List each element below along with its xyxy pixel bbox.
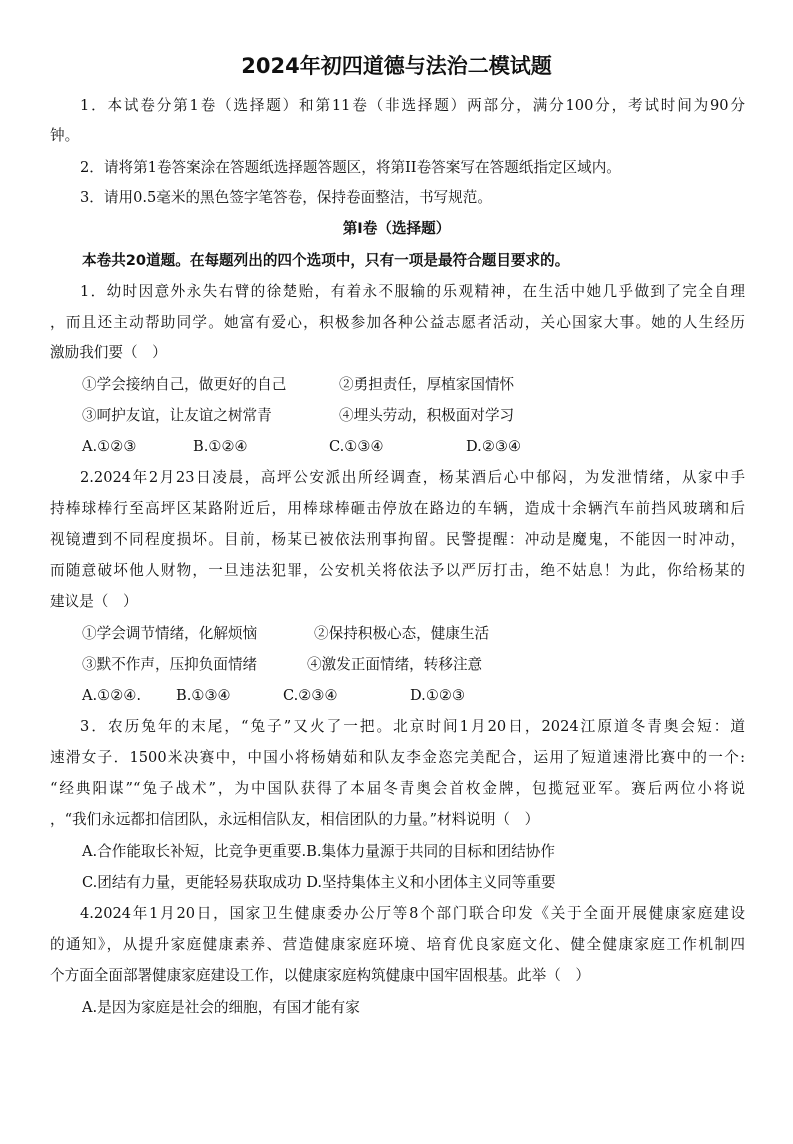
q3-stem-line-1: 3．农历兔年的末尾，“兔子”又火了一把。北京时间1月20日，2024江原道冬青奥会短：道 (80, 718, 745, 735)
q2-choice-d: D.①②③ (410, 687, 466, 704)
section-intro: 本卷共20道题。在每题列出的四个选项中，只有一项是最符合题目要求的。 (82, 252, 570, 269)
q2-item-1: ①学会调节情绪，化解烦恼 (82, 625, 258, 642)
q1-choice-b: B.①②④ (193, 438, 248, 455)
q1-choice-a: A.①②③ (82, 438, 137, 455)
q2-stem-line-4: 而随意破坏他人财物，一旦违法犯罪，公安机关将依法予以严厉打击，绝不姑息！为此，你给杨某的 (50, 562, 745, 579)
q2-item-2: ②保持积极心态，健康生活 (314, 625, 490, 642)
q3-stem-line-4: ，“我们永远都扣信团队，永远相信队友，相信团队的力量。”材料说明（ ） (50, 811, 540, 828)
q1-item-1: ①学会接纳自己，做更好的自己 (82, 376, 287, 393)
q2-stem-line-1: 2.2024年2月23日凌晨，高坪公安派出所经调查，杨某酒后心中郁闷，为发泄情绪，从家中手 (80, 469, 745, 486)
q1-stem-line-2: ，而且还主动帮助同学。她富有爱心，积极参加各种公益志愿者活动，关心国家大事。她的人生经历 (50, 314, 745, 331)
q2-choice-b: B.①③④ (176, 687, 231, 704)
q3-choice-ab: A.合作能取长补短，比竞争更重要.B.集体力量源于共同的目标和团结协作 (82, 843, 555, 860)
q2-stem-line-5: 建议是（ ） (50, 593, 138, 610)
q1-item-2: ②勇担责任，厚植家国情怀 (339, 376, 515, 393)
page-title: 2024年初四道德与法治二模试题 (241, 54, 552, 78)
q1-choice-d: D.②③④ (466, 438, 522, 455)
q2-stem-line-2: 持棒球棒行至高坪区某路附近后，用棒球棒砸击停放在路边的车辆，造成十余辆汽车前挡风玻璃和后 (50, 500, 745, 517)
q4-stem-line-1: 4.2024年1月20日，国家卫生健康委办公厅等8个部门联合印发《关于全面开展健康家庭建设 (80, 905, 745, 922)
instruction-2: 2．请将第1卷答案涂在答题纸选择题答题区，将第II卷答案写在答题纸指定区域内。 (80, 159, 621, 176)
instruction-1: 1．本试卷分第1卷（选择题）和第11卷（非选择题）两部分，满分100分，考试时间为90分 (80, 97, 745, 114)
instruction-1-cont: 钟。 (50, 127, 80, 144)
q2-choice-c: C.②③④ (283, 687, 338, 704)
q1-choice-c: C.①③④ (329, 438, 384, 455)
q2-item-3: ③默不作声，压抑负面情绪 (82, 656, 258, 673)
q3-stem-line-3: “经典阳谋”“兔子战术”，为中国队获得了本届冬青奥会首枚金牌，包揽冠亚军。赛后两位小将说 (50, 780, 745, 797)
q2-stem-line-3: 视镜遭到不同程度损坏。目前，杨某已被依法刑事拘留。民警提醒：冲动是魔鬼，不能因一时冲动， (50, 531, 745, 548)
q3-stem-line-2: 速滑女子．1500米决赛中，中国小将杨婧茹和队友李金恣完美配合，运用了短道速滑比赛中的一个: (50, 749, 745, 766)
q4-choice-a: A.是因为家庭是社会的细胞，有国才能有家 (82, 999, 360, 1016)
q2-choice-a: A.①②④. (82, 687, 142, 704)
q4-stem-line-3: 个方面全面部署健康家庭建设工作，以健康家庭构筑健康中国牢固根基。此举（ ） (50, 967, 590, 984)
section-title: 第I卷（选择题） (342, 220, 451, 237)
q1-stem-line-1: 1．幼时因意外永失右臂的徐楚贻，有着永不服输的乐观精神，在生活中她几乎做到了完全自理 (80, 283, 745, 300)
q1-item-4: ④埋头劳动，积极面对学习 (339, 407, 515, 424)
q1-item-3: ③呵护友谊，让友谊之树常青 (82, 407, 272, 424)
q1-stem-line-3: 激励我们要（ ） (50, 344, 167, 361)
q3-choice-cd: C.团结有力量，更能轻易获取成功 D.坚持集体主义和小团体主义同等重要 (82, 874, 556, 891)
instruction-3: 3．请用0.5毫米的黑色签字笔答卷，保持卷面整洁，书写规范。 (80, 189, 492, 206)
q4-stem-line-2: 的通知》，从提升家庭健康素养、营造健康家庭环境、培育优良家庭文化、健全健康家庭工作机制四 (50, 936, 745, 953)
q2-item-4: ④激发正面情绪，转移注意 (307, 656, 483, 673)
